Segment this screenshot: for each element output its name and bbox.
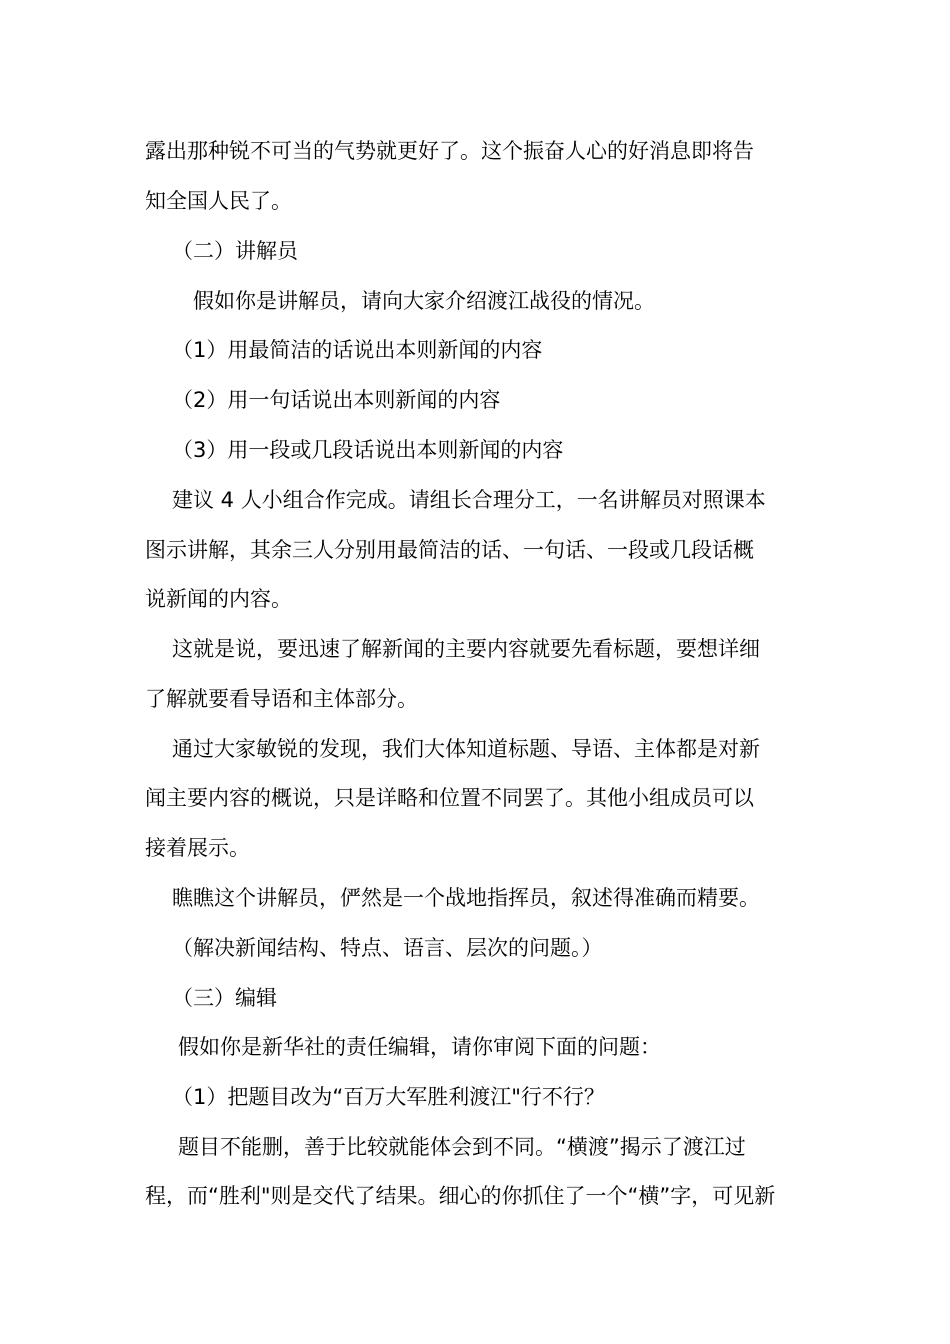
text-line: 瞧瞧这个讲解员，俨然是一个战地指挥员，叙述得准确而精要。 [172,886,760,910]
section-heading: （二）讲解员 [172,239,298,263]
list-item: （1）把题目改为“百万大军胜利渡江"行不行？ [172,1085,605,1109]
text-line: 假如你是新华社的责任编辑，请你审阅下面的问题： [178,1035,661,1059]
text-line: 闻主要内容的概说，只是详略和位置不同罢了。其他小组成员可以 [145,786,754,810]
list-item: （2）用一句话说出本则新闻的内容 [172,388,501,412]
text-line: 了解就要看导语和主体部分。 [145,687,418,711]
text-line: （解决新闻结构、特点、语言、层次的问题。） [172,936,603,960]
text-line: 这就是说，要迅速了解新闻的主要内容就要先看标题，要想详细 [172,637,760,661]
text-line: 接着展示。 [145,836,250,860]
text-line: 题目不能删，善于比较就能体会到不同。“横渡”揭示了渡江过 [178,1135,746,1159]
text-line: 建议 4 人小组合作完成。请组长合理分工，一名讲解员对照课本 [172,488,766,512]
text-line: 露出那种锐不可当的气势就更好了。这个振奋人心的好消息即将告 [145,139,754,163]
list-item: （3）用一段或几段话说出本则新闻的内容 [172,438,564,462]
list-item: （1）用最简洁的话说出本则新闻的内容 [172,338,543,362]
text-line: 图示讲解，其余三人分别用最简洁的话、一句话、一段或几段话概 [145,538,754,562]
text-line: 说新闻的内容。 [145,587,292,611]
text-line: 通过大家敏锐的发现，我们大体知道标题、导语、主体都是对新 [172,737,760,761]
section-heading: （三）编辑 [172,986,277,1010]
text-line: 知全国人民了。 [145,189,292,213]
text-line: 假如你是讲解员，请向大家介绍渡江战役的情况。 [193,289,655,313]
text-line: 程，而“胜利"则是交代了结果。细心的你抓住了一个“横”字，可见新 [145,1184,776,1208]
